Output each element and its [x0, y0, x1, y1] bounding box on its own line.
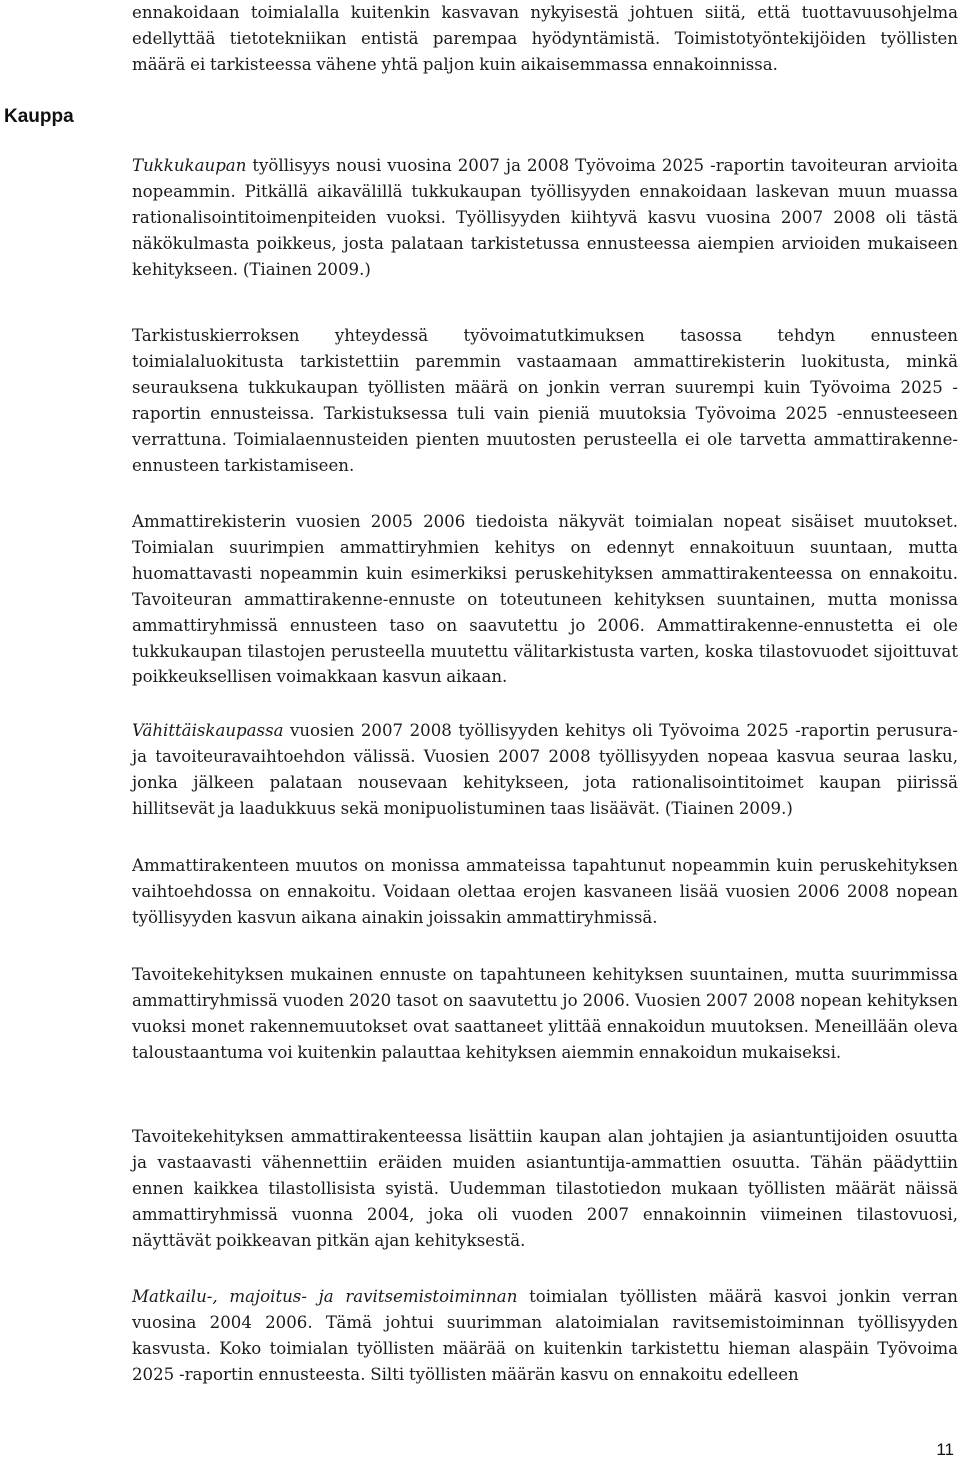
page-number: 11	[936, 1440, 954, 1459]
paragraph-text: työllisyys nousi vuosina 2007 ja 2008 Työvoima 2025 -raportin tavoiteuran arvioita nopeammin. Pitkällä aikavälillä tukkukaupan työllisyyden ennakoidaan laskevan muun muassa rationalisointitoimenpiteiden vuoksi. Työllisyyden kiihtyvä kasvu vuosina 2007 2008 oli tästä näkökulmasta poikkeus, josta palataan tarkistetussa ennusteessa aiempien arvioiden mukaiseen kehitykseen. (Tiainen 2009.)	[132, 156, 958, 279]
paragraph	[132, 153, 958, 283]
paragraph	[132, 1284, 958, 1388]
paragraph: ennakoidaan toimialalla kuitenkin kasvavan nykyisestä johtuen siitä, että tuottavuusohjelma edellyttää tietotekniikan entistä parempaa hyödyntämistä. Toimistotyöntekijöiden työllisten määrä ei tarkisteessa vähene yhtä paljon kuin aikaisemmassa ennakoinnissa.	[132, 3, 958, 74]
paragraph: Tarkistuskierroksen yhteydessä työvoimatutkimuksen tasossa tehdyn ennusteen toimialaluokitusta tarkistettiin paremmin vastaamaan ammattirekisterin luokitusta, minkä seurauksena tukkukaupan työllisten määrä on jonkin verran suurempi kuin Työvoima 2025 -raportin ennusteissa. Tarkistuksessa tuli vain pieniä muutoksia Työvoima 2025 -ennusteeseen verrattuna. Toimialaennusteiden pienten muutosten perusteella ei ole tarvetta ammattirakenne-ennusteen tarkistamiseen.	[132, 326, 958, 475]
paragraph	[132, 718, 958, 822]
paragraph: Tavoitekehityksen ammattirakenteessa lisättiin kaupan alan johtajien ja asiantuntijoiden osuutta ja vastaavasti vähennettiin eräiden muiden asiantuntija-ammattien osuutta. Tähän päädyttiin ennen kaikkea tilastollisista syistä. Uudemman tilastotiedon mukaan työllisten määrät näissä ammattiryhmissä vuonna 2004, joka oli vuoden 2007 ennakoinnin viimeinen tilastovuosi, näyttävät poikkeavan pitkän ajan kehityksestä.	[132, 1127, 958, 1250]
italic-lead: Vähittäiskaupassa	[132, 721, 284, 740]
italic-lead: Matkailu-, majoitus- ja ravitsemistoiminnan	[132, 1287, 518, 1306]
italic-lead: Tukkukaupan	[132, 156, 247, 175]
section-heading: Kauppa	[4, 106, 74, 127]
paragraph: Ammattirekisterin vuosien 2005 2006 tiedoista näkyvät toimialan nopeat sisäiset muutokset. Toimialan suurimpien ammattiryhmien kehitys on edennyt ennakoituun suuntaan, mutta huomattavasti nopeammin kuin esimerkiksi peruskehityksen ammattirakenteessa on ennakoitu. Tavoiteuran ammattirakenne-ennuste on toteutuneen kehityksen suuntainen, mutta monissa ammattiryhmissä ennusteen taso on saavutettu jo 2006. Ammattirakenne-ennustetta ei ole tukkukaupan tilastojen perusteella muutettu välitarkistusta varten, koska tilastovuodet sijoittuvat poikkeuksellisen voimakkaan kasvun aikaan.	[132, 512, 958, 687]
paragraph-text: vuosien 2007 2008 työllisyyden kehitys oli Työvoima 2025 -raportin perusura- ja tavoiteuravaihtoehdon välissä. Vuosien 2007 2008 työllisyyden nopeaa kasvua seuraa lasku, jonka jälkeen palataan nousevaan kehitykseen, jota rationalisointitoimet kaupan piirissä hillitsevät ja laadukkuus sekä monipuolistuminen taas lisäävät. (Tiainen 2009.)	[132, 721, 958, 818]
paragraph: Tavoitekehityksen mukainen ennuste on tapahtuneen kehityksen suuntainen, mutta suurimmissa ammattiryhmissä vuoden 2020 tasot on saavutettu jo 2006. Vuosien 2007 2008 nopean kehityksen vuoksi monet rakennemuutokset ovat saattaneet ylittää ennakoidun muutoksen. Meneillään oleva taloustaantuma voi kuitenkin palauttaa kehityksen aiemmin ennakoidun mukaiseksi.	[132, 965, 958, 1062]
paragraph: Ammattirakenteen muutos on monissa ammateissa tapahtunut nopeammin kuin peruskehityksen vaihtoehdossa on ennakoitu. Voidaan olettaa erojen kasvaneen lisää vuosien 2006 2008 nopean työllisyyden kasvun aikana ainakin joissakin ammattiryhmissä.	[132, 856, 958, 927]
paragraph-text: toimialan työllisten määrä kasvoi jonkin verran vuosina 2004 2006. Tämä johtui suurimman alatoimialan ravitsemistoiminnan työllisyyden kasvusta. Koko toimialan työllisten määrää on kuitenkin tarkistettu hieman alaspäin Työvoima 2025 -raportin ennusteesta. Silti työllisten määrän kasvu on ennakoitu edelleen	[132, 1287, 958, 1384]
